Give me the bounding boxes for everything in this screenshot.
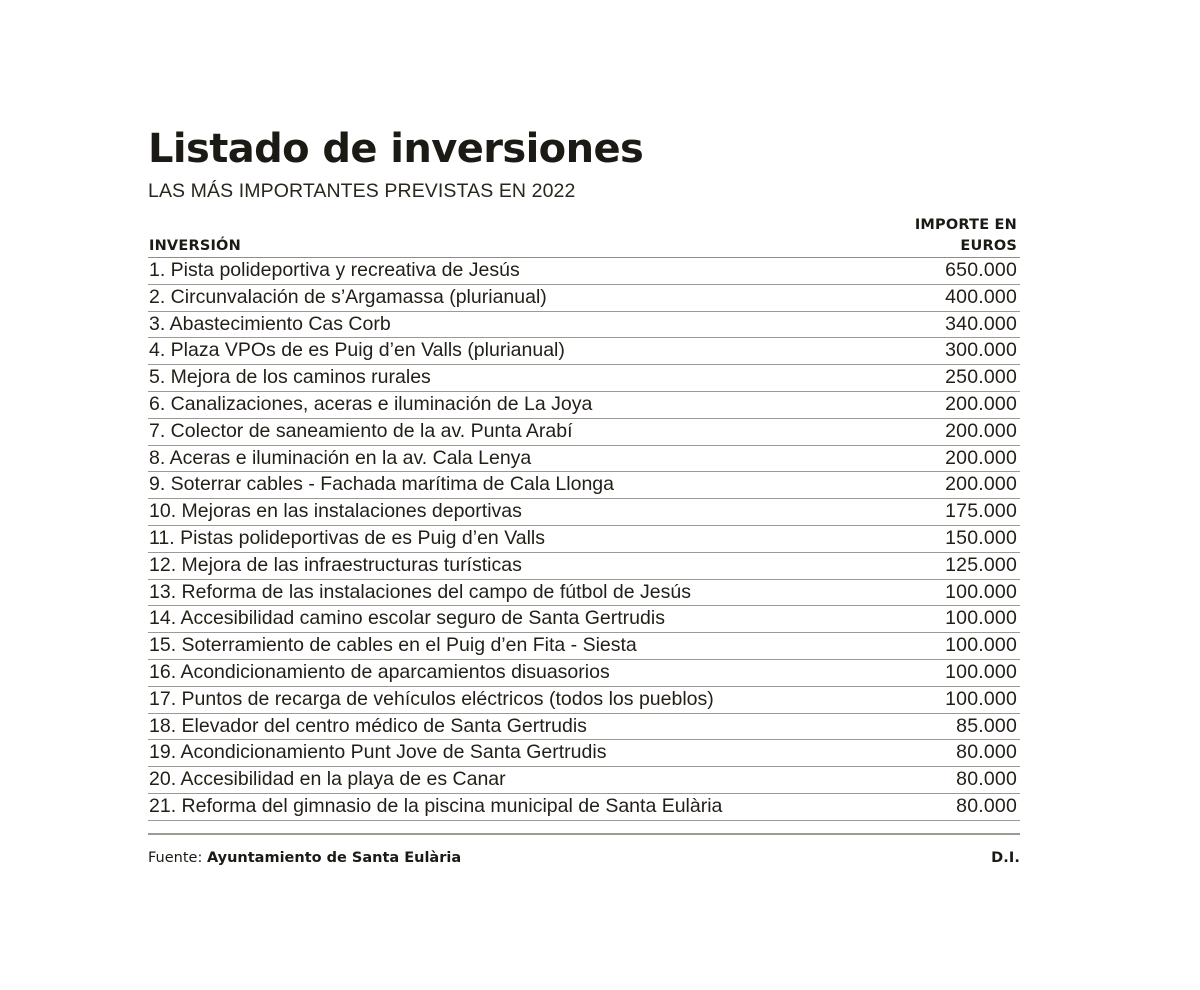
investment-amount: 80.000 bbox=[890, 767, 1020, 794]
credit-label: D.I. bbox=[991, 849, 1020, 866]
investment-amount: 100.000 bbox=[890, 633, 1020, 660]
investment-name: 16. Acondicionamiento de aparcamientos disuasorios bbox=[148, 659, 890, 686]
table-row bbox=[148, 579, 1020, 606]
page-subtitle: LAS MÁS IMPORTANTES PREVISTAS EN 2022 bbox=[148, 180, 576, 202]
footer-divider bbox=[148, 833, 1020, 835]
investment-name: 19. Acondicionamiento Punt Jove de Santa Gertrudis bbox=[148, 740, 890, 767]
investment-amount: 200.000 bbox=[890, 472, 1020, 499]
table-row bbox=[148, 740, 1020, 767]
investment-amount: 300.000 bbox=[890, 338, 1020, 365]
source-line bbox=[148, 850, 461, 866]
investment-name: 13. Reforma de las instalaciones del campo de fútbol de Jesús bbox=[148, 579, 890, 606]
table-row bbox=[148, 767, 1020, 794]
table-header bbox=[148, 215, 1020, 258]
investment-name: 5. Mejora de los caminos rurales bbox=[148, 365, 890, 392]
investment-name: 12. Mejora de las infraestructuras turísticas bbox=[148, 552, 890, 579]
content-container bbox=[148, 128, 1020, 866]
table-row bbox=[148, 499, 1020, 526]
table-row bbox=[148, 338, 1020, 365]
investment-name: 14. Accesibilidad camino escolar seguro de Santa Gertrudis bbox=[148, 606, 890, 633]
table-row bbox=[148, 445, 1020, 472]
table-row bbox=[148, 659, 1020, 686]
investment-name: 9. Soterrar cables - Fachada marítima de Cala Llonga bbox=[148, 472, 890, 499]
investment-amount: 250.000 bbox=[890, 365, 1020, 392]
investment-name: 21. Reforma del gimnasio de la piscina municipal de Santa Eulària bbox=[148, 793, 890, 820]
table-row bbox=[148, 284, 1020, 311]
column-header-amount: IMPORTE EN EUROS bbox=[890, 215, 1020, 258]
investment-name: 1. Pista polideportiva y recreativa de Jesús bbox=[148, 258, 890, 285]
investment-amount: 125.000 bbox=[890, 552, 1020, 579]
investment-amount: 340.000 bbox=[890, 311, 1020, 338]
column-header-investment: INVERSIÓN bbox=[148, 215, 890, 258]
investment-amount: 85.000 bbox=[890, 713, 1020, 740]
investment-amount: 80.000 bbox=[890, 793, 1020, 820]
table-row bbox=[148, 793, 1020, 820]
investment-amount: 650.000 bbox=[890, 258, 1020, 285]
table-row bbox=[148, 606, 1020, 633]
table-row bbox=[148, 365, 1020, 392]
investment-name: 20. Accesibilidad en la playa de es Canar bbox=[148, 767, 890, 794]
investment-name: 17. Puntos de recarga de vehículos eléctricos (todos los pueblos) bbox=[148, 686, 890, 713]
investment-amount: 80.000 bbox=[890, 740, 1020, 767]
table-row bbox=[148, 686, 1020, 713]
investment-name: 11. Pistas polideportivas de es Puig d’en Valls bbox=[148, 525, 890, 552]
table-row bbox=[148, 418, 1020, 445]
table-row bbox=[148, 258, 1020, 285]
investment-amount: 400.000 bbox=[890, 284, 1020, 311]
footer bbox=[148, 850, 1020, 866]
investment-amount: 100.000 bbox=[890, 606, 1020, 633]
investment-amount: 200.000 bbox=[890, 418, 1020, 445]
source-label: Fuente: bbox=[148, 849, 207, 866]
table-row bbox=[148, 472, 1020, 499]
investment-amount: 100.000 bbox=[890, 579, 1020, 606]
investment-amount: 100.000 bbox=[890, 686, 1020, 713]
table-row bbox=[148, 713, 1020, 740]
investment-amount: 100.000 bbox=[890, 659, 1020, 686]
investment-amount: 200.000 bbox=[890, 391, 1020, 418]
table-row bbox=[148, 525, 1020, 552]
table-row bbox=[148, 552, 1020, 579]
table-row bbox=[148, 391, 1020, 418]
investment-name: 2. Circunvalación de s’Argamassa (plurianual) bbox=[148, 284, 890, 311]
investment-amount: 175.000 bbox=[890, 499, 1020, 526]
investment-name: 4. Plaza VPOs de es Puig d’en Valls (plurianual) bbox=[148, 338, 890, 365]
investment-name: 10. Mejoras en las instalaciones deportivas bbox=[148, 499, 890, 526]
investment-amount: 200.000 bbox=[890, 445, 1020, 472]
investment-name: 6. Canalizaciones, aceras e iluminación de La Joya bbox=[148, 391, 890, 418]
investment-name: 7. Colector de saneamiento de la av. Punta Arabí bbox=[148, 418, 890, 445]
page-title: Listado de inversiones bbox=[148, 126, 644, 172]
investments-table bbox=[148, 215, 1020, 821]
table-body bbox=[148, 258, 1020, 821]
investment-name: 15. Soterramiento de cables en el Puig d’en Fita - Siesta bbox=[148, 633, 890, 660]
source-value: Ayuntamiento de Santa Eulària bbox=[206, 849, 462, 866]
table-row bbox=[148, 311, 1020, 338]
table-row bbox=[148, 633, 1020, 660]
investment-amount: 150.000 bbox=[890, 525, 1020, 552]
table-header-row bbox=[148, 215, 1020, 258]
investment-name: 8. Aceras e iluminación en la av. Cala Lenya bbox=[148, 445, 890, 472]
investment-name: 3. Abastecimiento Cas Corb bbox=[148, 311, 890, 338]
investment-name: 18. Elevador del centro médico de Santa Gertrudis bbox=[148, 713, 890, 740]
